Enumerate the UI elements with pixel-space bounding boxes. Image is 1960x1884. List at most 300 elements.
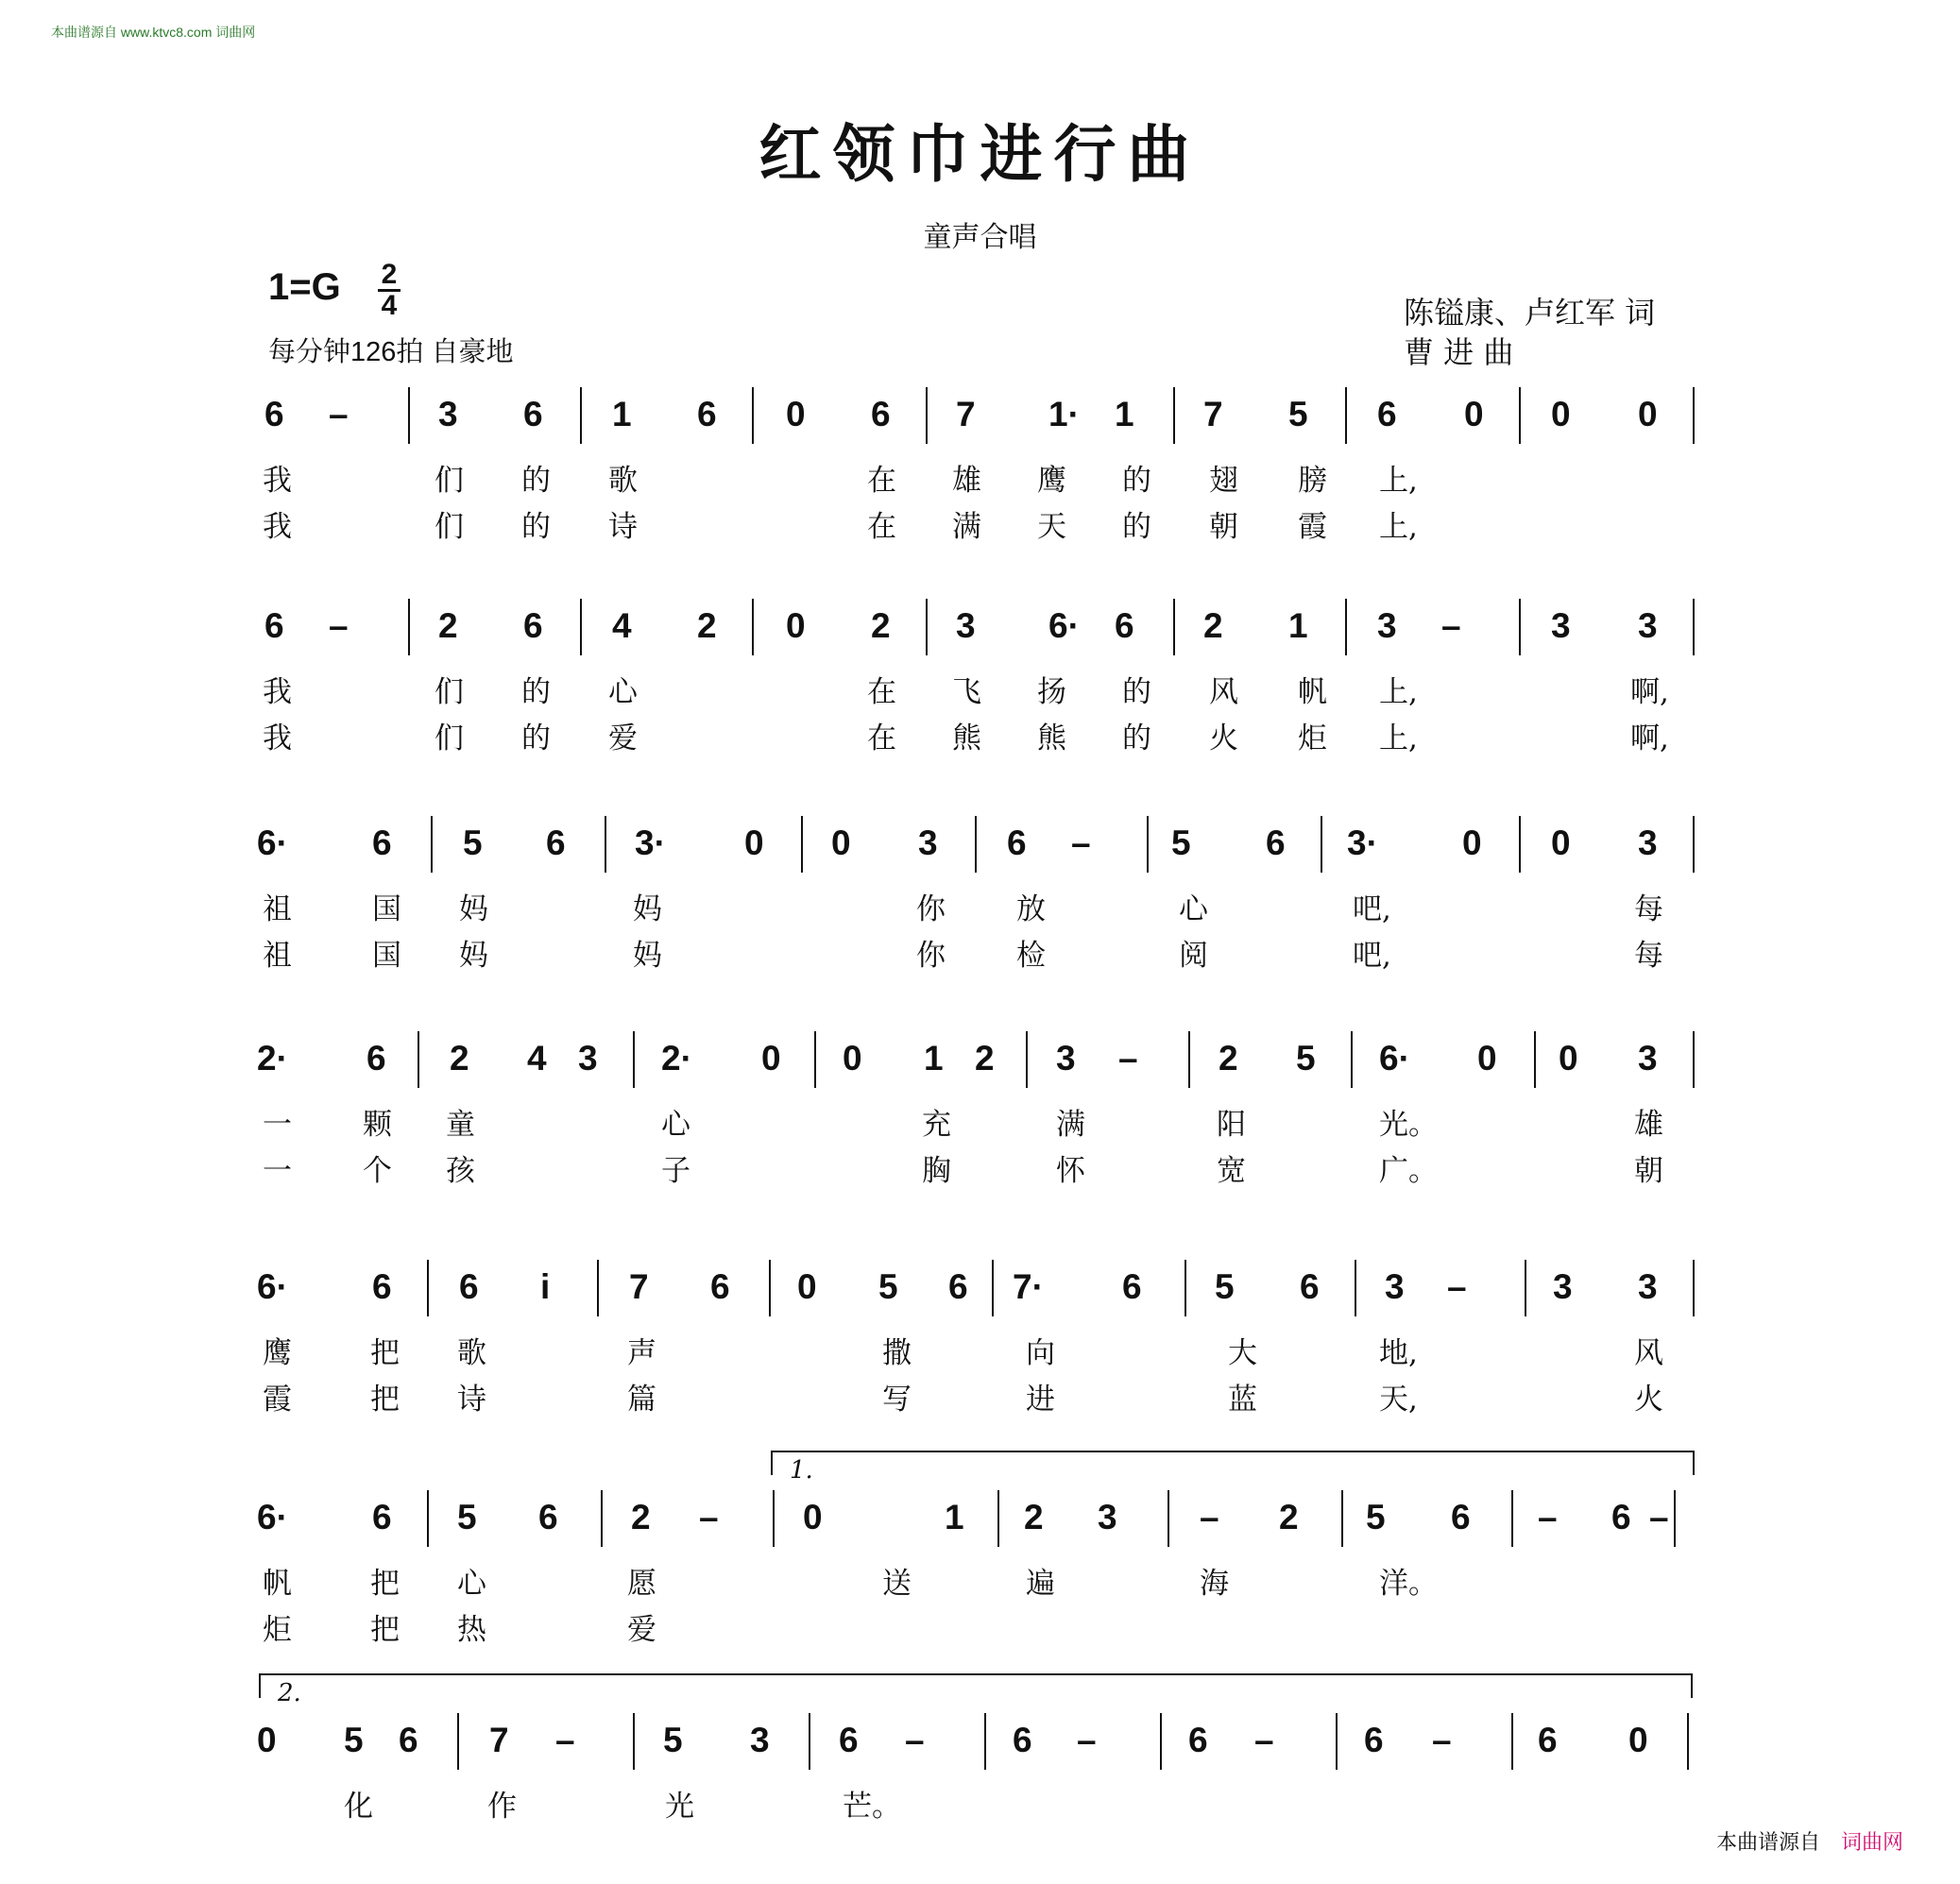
jianpu-note: 6 <box>523 606 543 645</box>
jianpu-note: 2· <box>257 1039 288 1078</box>
bar-line <box>580 599 582 655</box>
jianpu-note: 6 <box>1188 1721 1208 1759</box>
jianpu-note: 7 <box>956 395 976 433</box>
jianpu-note: 6 <box>1538 1721 1558 1759</box>
lyric-verse-1: 雄 <box>1634 1108 1663 1142</box>
jianpu-note: 2 <box>1279 1498 1299 1536</box>
lyric-verse-2: 每 <box>1634 939 1663 973</box>
bottom-watermark-source: 本曲谱源自 <box>1715 1830 1820 1854</box>
lyric-verse-1: 吧, <box>1353 892 1391 926</box>
jianpu-note: 0 <box>843 1039 862 1078</box>
lyric-verse-1: 风 <box>1634 1336 1663 1370</box>
bar-line <box>769 1260 771 1316</box>
time-signature-top: 2 <box>381 259 398 290</box>
jianpu-note: 3 <box>1056 1039 1076 1078</box>
jianpu-note: 0 <box>1551 823 1571 862</box>
bar-line <box>809 1713 810 1770</box>
jianpu-note: 5 <box>1288 395 1308 433</box>
bar-line <box>975 816 977 873</box>
jianpu-note: 6 <box>372 823 392 862</box>
bar-line <box>601 1490 603 1547</box>
lyric-verse-1: 一 <box>263 1108 292 1142</box>
lyric-verse-2: 在 <box>867 721 896 755</box>
jianpu-note: 7 <box>1203 395 1223 433</box>
lyric-verse-1: 把 <box>370 1336 400 1370</box>
lyric-verse-1: 歌 <box>457 1336 486 1370</box>
bar-line <box>431 816 433 873</box>
jianpu-note: 6 <box>1377 395 1397 433</box>
lyric-verse-1: 扬 <box>1037 675 1066 709</box>
lyric-verse-2: 在 <box>867 510 896 544</box>
jianpu-note: 6 <box>710 1267 730 1306</box>
volta-bracket <box>771 1451 1695 1485</box>
bar-line <box>1185 1260 1186 1316</box>
lyric-verse-1: 们 <box>435 675 464 709</box>
lyric-verse-2: 吧, <box>1353 939 1391 973</box>
bar-line <box>1341 1490 1343 1547</box>
jianpu-note: 5 <box>463 823 483 862</box>
lyric-verse-2: 妈 <box>633 939 662 973</box>
jianpu-note: 3 <box>1098 1498 1117 1536</box>
bottom-watermark-site: 词曲网 <box>1840 1830 1903 1854</box>
bar-line <box>1173 599 1175 655</box>
jianpu-note: – <box>1118 1039 1138 1078</box>
jianpu-note: 3 <box>1638 1039 1658 1078</box>
lyric-verse-2: 妈 <box>459 939 488 973</box>
lyric-verse-1: 心 <box>457 1567 486 1601</box>
jianpu-note: 7 <box>629 1267 649 1306</box>
lyric-verse-2: 篇 <box>627 1383 656 1417</box>
lyric-verse-2: 炬 <box>1298 721 1327 755</box>
bar-line <box>1519 387 1521 444</box>
lyric-verse-1: 雄 <box>952 464 981 498</box>
jianpu-note: 6· <box>257 1267 288 1306</box>
jianpu-note: 6 <box>948 1267 968 1306</box>
jianpu-note: 1 <box>1288 606 1308 645</box>
jianpu-note: 5 <box>344 1721 364 1759</box>
bar-line <box>1519 599 1521 655</box>
lyric-verse-2: 们 <box>435 721 464 755</box>
jianpu-note: 3 <box>1638 823 1658 862</box>
jianpu-note: 6 <box>839 1721 859 1759</box>
bar-line <box>418 1031 419 1088</box>
jianpu-note: 5 <box>1171 823 1191 862</box>
lyric-verse-2: 的 <box>521 510 551 544</box>
bar-line <box>752 387 754 444</box>
lyric-verse-2: 们 <box>435 510 464 544</box>
lyric-verse-1: 心 <box>608 675 638 709</box>
jianpu-note: 5 <box>457 1498 477 1536</box>
bar-line <box>1693 1260 1695 1316</box>
bar-line <box>926 387 928 444</box>
lyric-verse-1: 每 <box>1634 892 1663 926</box>
jianpu-note: 3 <box>1638 1267 1658 1306</box>
jianpu-note: 1 <box>1115 395 1134 433</box>
jianpu-note: 6 <box>1266 823 1286 862</box>
jianpu-note: 5 <box>1366 1498 1386 1536</box>
bar-line <box>1160 1713 1162 1770</box>
lyric-verse-2: 检 <box>1016 939 1046 973</box>
jianpu-note: 2 <box>975 1039 995 1078</box>
jianpu-note: 6 <box>546 823 566 862</box>
jianpu-note: 2 <box>1219 1039 1238 1078</box>
jianpu-note: 6 <box>1115 606 1134 645</box>
lyric-verse-2: 把 <box>370 1613 400 1647</box>
lyric-verse-1: 鹰 <box>263 1336 292 1370</box>
bar-line <box>1687 1713 1689 1770</box>
lyric-verse-2: 满 <box>952 510 981 544</box>
lyric-verse-1: 在 <box>867 675 896 709</box>
bar-line <box>1321 816 1322 873</box>
volta-bracket <box>259 1673 1693 1707</box>
lyric-verse-1: 风 <box>1209 675 1238 709</box>
jianpu-note: 6 <box>1013 1721 1032 1759</box>
jianpu-note: 0 <box>1462 823 1482 862</box>
jianpu-note: 5 <box>1296 1039 1316 1078</box>
bar-line <box>801 816 803 873</box>
lyric-verse-1: 我 <box>263 464 292 498</box>
bar-line <box>457 1713 459 1770</box>
lyric-verse-1: 颗 <box>363 1108 392 1142</box>
jianpu-note: 3· <box>635 823 666 862</box>
lyric-verse-1: 向 <box>1026 1336 1055 1370</box>
lyric-verse-1: 的 <box>521 464 551 498</box>
lyric-verse-2: 火 <box>1634 1383 1663 1417</box>
bar-line <box>1188 1031 1190 1088</box>
lyric-verse-2: 上, <box>1379 721 1418 755</box>
lyric-verse-2: 个 <box>363 1154 392 1188</box>
lyric-verse-1: 满 <box>1056 1108 1085 1142</box>
lyric-verse-1: 上, <box>1379 464 1418 498</box>
lyric-verse-2: 诗 <box>457 1383 486 1417</box>
lyric-verse-2: 宽 <box>1217 1154 1246 1188</box>
lyric-verse-2: 怀 <box>1056 1154 1085 1188</box>
lyric-verse-1: 撒 <box>882 1336 912 1370</box>
jianpu-note: 2 <box>697 606 717 645</box>
jianpu-note: 0 <box>1628 1721 1648 1759</box>
jianpu-note: 0 <box>831 823 851 862</box>
lyric-verse-1: 心 <box>661 1108 690 1142</box>
jianpu-note: 0 <box>1477 1039 1497 1078</box>
lyric-verse-1: 遍 <box>1026 1567 1055 1601</box>
tempo-marking: 每分钟126拍 自豪地 <box>268 337 514 367</box>
jianpu-note: 3 <box>956 606 976 645</box>
jianpu-note: – <box>1649 1498 1669 1536</box>
lyric-verse-1: 童 <box>446 1108 475 1142</box>
jianpu-note: 6 <box>523 395 543 433</box>
lyric-verse-2: 阅 <box>1179 939 1208 973</box>
jianpu-note: – <box>699 1498 719 1536</box>
jianpu-note: 6 <box>697 395 717 433</box>
jianpu-note: 6 <box>264 395 284 433</box>
bar-line <box>580 387 582 444</box>
jianpu-note: 6 <box>538 1498 558 1536</box>
lyric-verse-1: 鹰 <box>1037 464 1066 498</box>
lyric-verse-1: 充 <box>922 1108 951 1142</box>
lyric-verse-2: 孩 <box>446 1154 475 1188</box>
bar-line <box>633 1713 635 1770</box>
jianpu-note: – <box>1254 1721 1274 1759</box>
jianpu-note: – <box>1077 1721 1097 1759</box>
jianpu-note: 1 <box>612 395 632 433</box>
lyric-verse-2: 朝 <box>1209 510 1238 544</box>
bar-line <box>427 1260 429 1316</box>
jianpu-note: 0 <box>803 1498 823 1536</box>
bar-line <box>1525 1260 1526 1316</box>
lyric-verse-1: 的 <box>521 675 551 709</box>
lyric-verse-2: 朝 <box>1634 1154 1663 1188</box>
jianpu-note: – <box>329 395 349 433</box>
jianpu-note: 3 <box>578 1039 598 1078</box>
jianpu-note: 6 <box>1364 1721 1384 1759</box>
lyric-verse-1: 送 <box>882 1567 912 1601</box>
bar-line <box>633 1031 635 1088</box>
bar-line <box>814 1031 816 1088</box>
lyric-verse-1: 翅 <box>1209 464 1238 498</box>
key-signature: 1=G <box>268 266 341 308</box>
bar-line <box>1511 1490 1513 1547</box>
lyricist-credit: 陈镒康、卢红军 词 <box>1404 295 1656 331</box>
jianpu-note: – <box>329 606 349 645</box>
lyric-verse-2: 上, <box>1379 510 1418 544</box>
jianpu-note: 2 <box>438 606 458 645</box>
jianpu-note: 3 <box>750 1721 770 1759</box>
bar-line <box>597 1260 599 1316</box>
lyric-verse-1: 们 <box>435 464 464 498</box>
lyric-verse-2: 蓝 <box>1228 1383 1257 1417</box>
bar-line <box>605 816 606 873</box>
jianpu-note: 3 <box>918 823 938 862</box>
lyric-verse-2: 国 <box>372 939 401 973</box>
jianpu-note: 6 <box>1300 1267 1320 1306</box>
jianpu-note: 2 <box>450 1039 469 1078</box>
lyric-verse-2: 一 <box>263 1154 292 1188</box>
jianpu-note: 0 <box>1559 1039 1578 1078</box>
jianpu-note: 7· <box>1013 1267 1044 1306</box>
song-subtitle: 童声合唱 <box>923 221 1037 254</box>
lyric-verse-1: 啊, <box>1630 675 1669 709</box>
lyric-verse-1: 国 <box>372 892 401 926</box>
bar-line <box>1345 599 1347 655</box>
lyric-verse-1: 放 <box>1016 892 1046 926</box>
jianpu-note: – <box>1538 1498 1558 1536</box>
lyric-verse-1: 帆 <box>1298 675 1327 709</box>
jianpu-note: 0 <box>744 823 764 862</box>
lyric-verse-1: 祖 <box>263 892 292 926</box>
jianpu-note: 6· <box>1048 606 1080 645</box>
lyric-verse-2: 诗 <box>608 510 638 544</box>
lyric-verse-2: 霞 <box>1298 510 1327 544</box>
bar-line <box>992 1260 994 1316</box>
lyric-verse-2: 爱 <box>608 721 638 755</box>
composer-credit: 曹 进 曲 <box>1404 334 1514 370</box>
lyric-verse-2: 祖 <box>263 939 292 973</box>
volta-number: 2. <box>278 1679 301 1707</box>
jianpu-note: 3 <box>1638 606 1658 645</box>
lyric-verse-1: 膀 <box>1298 464 1327 498</box>
jianpu-note: 6· <box>257 823 288 862</box>
lyric-verse-1: 帆 <box>263 1567 292 1601</box>
jianpu-note: 1 <box>945 1498 964 1536</box>
bar-line <box>427 1490 429 1547</box>
jianpu-note: 6 <box>372 1267 392 1306</box>
bar-line <box>997 1490 999 1547</box>
lyric-verse-1: 在 <box>867 464 896 498</box>
lyric-verse-2: 爱 <box>627 1613 656 1647</box>
lyric-verse-2: 进 <box>1026 1383 1055 1417</box>
jianpu-note: 0 <box>786 395 806 433</box>
lyric-verse-2: 天 <box>1037 510 1066 544</box>
bar-line <box>1355 1260 1356 1316</box>
jianpu-note: 5 <box>663 1721 683 1759</box>
jianpu-note: 3 <box>1553 1267 1573 1306</box>
lyric-verse-2: 炬 <box>263 1613 292 1647</box>
lyric-verse-2: 的 <box>1122 721 1151 755</box>
lyric-verse-2: 写 <box>882 1383 912 1417</box>
time-signature <box>378 261 401 320</box>
bar-line <box>408 387 410 444</box>
bar-line <box>984 1713 986 1770</box>
jianpu-note: 0 <box>786 606 806 645</box>
jianpu-note: 6 <box>399 1721 418 1759</box>
lyric-verse-2: 胸 <box>922 1154 951 1188</box>
lyric-verse-2: 天, <box>1379 1383 1418 1417</box>
lyric-verse-1: 我 <box>263 675 292 709</box>
lyric-verse-2: 热 <box>457 1613 486 1647</box>
lyric-verse-1: 你 <box>916 892 946 926</box>
lyric-verse-2: 我 <box>263 721 292 755</box>
jianpu-note: 0 <box>761 1039 781 1078</box>
lyric-verse-1: 歌 <box>608 464 638 498</box>
lyric-verse-1: 洋。 <box>1379 1567 1438 1601</box>
lyric-verse-1: 作 <box>487 1790 517 1824</box>
bar-line <box>1519 816 1521 873</box>
volta-number: 1. <box>790 1456 813 1485</box>
jianpu-note: i <box>540 1267 551 1306</box>
jianpu-note: 3 <box>1385 1267 1405 1306</box>
bar-line <box>1693 599 1695 655</box>
jianpu-note: 6 <box>264 606 284 645</box>
bar-line <box>926 599 928 655</box>
lyric-verse-1: 妈 <box>633 892 662 926</box>
jianpu-note: 0 <box>1464 395 1484 433</box>
lyric-verse-2: 广。 <box>1379 1154 1438 1188</box>
lyric-verse-2: 啊, <box>1630 721 1669 755</box>
bar-line <box>773 1490 775 1547</box>
lyric-verse-2: 火 <box>1209 721 1238 755</box>
lyric-verse-2: 子 <box>661 1154 690 1188</box>
jianpu-note: – <box>1071 823 1091 862</box>
bar-line <box>1693 816 1695 873</box>
bar-line <box>1345 387 1347 444</box>
lyric-verse-2: 把 <box>370 1383 400 1417</box>
lyric-verse-1: 妈 <box>459 892 488 926</box>
jianpu-note: 5 <box>878 1267 898 1306</box>
lyric-verse-1: 化 <box>344 1790 373 1824</box>
lyric-verse-2: 熊 <box>952 721 981 755</box>
lyric-verse-2: 的 <box>521 721 551 755</box>
jianpu-note: 2 <box>1203 606 1223 645</box>
jianpu-note: 6 <box>366 1039 386 1078</box>
jianpu-note: – <box>1432 1721 1452 1759</box>
lyric-verse-1: 心 <box>1179 892 1208 926</box>
jianpu-note: 0 <box>1551 395 1571 433</box>
lyric-verse-1: 光 <box>665 1790 694 1824</box>
jianpu-note: – <box>555 1721 575 1759</box>
jianpu-note: – <box>1200 1498 1219 1536</box>
jianpu-note: 6 <box>1007 823 1027 862</box>
lyric-verse-1: 大 <box>1228 1336 1257 1370</box>
lyric-verse-1: 把 <box>370 1567 400 1601</box>
jianpu-note: 6· <box>1379 1039 1410 1078</box>
jianpu-note: 6· <box>257 1498 288 1536</box>
jianpu-note: 3 <box>1377 606 1397 645</box>
jianpu-note: – <box>905 1721 925 1759</box>
song-title: 红领巾进行曲 <box>758 117 1202 191</box>
time-signature-bottom: 4 <box>381 290 398 321</box>
bar-line <box>1511 1713 1513 1770</box>
jianpu-note: 2 <box>871 606 891 645</box>
bar-line <box>1026 1031 1028 1088</box>
lyric-verse-1: 飞 <box>952 675 981 709</box>
jianpu-note: 3 <box>438 395 458 433</box>
jianpu-note: 6 <box>1611 1498 1631 1536</box>
bar-line <box>1534 1031 1536 1088</box>
jianpu-note: – <box>1447 1267 1467 1306</box>
source-watermark: 本曲谱源自 www.ktvc8.com 词曲网 <box>51 25 256 40</box>
bar-line <box>752 599 754 655</box>
jianpu-note: 3· <box>1347 823 1378 862</box>
jianpu-note: 6 <box>459 1267 479 1306</box>
bar-line <box>1674 1490 1676 1547</box>
lyric-verse-1: 光。 <box>1379 1108 1438 1142</box>
jianpu-note: 2 <box>1024 1498 1044 1536</box>
jianpu-note: 7 <box>489 1721 509 1759</box>
lyric-verse-2: 熊 <box>1037 721 1066 755</box>
jianpu-note: 0 <box>257 1721 277 1759</box>
jianpu-note: 4 <box>527 1039 547 1078</box>
jianpu-note: 0 <box>797 1267 817 1306</box>
bar-line <box>1173 387 1175 444</box>
lyric-verse-1: 地, <box>1379 1336 1418 1370</box>
bar-line <box>1693 387 1695 444</box>
jianpu-note: 6 <box>1451 1498 1471 1536</box>
jianpu-note: 2 <box>631 1498 651 1536</box>
lyric-verse-1: 的 <box>1122 464 1151 498</box>
bottom-watermark <box>1716 1826 1903 1856</box>
jianpu-note: 1· <box>1048 395 1080 433</box>
jianpu-note: 4 <box>612 606 632 645</box>
bar-line <box>1167 1490 1169 1547</box>
jianpu-note: 1 <box>924 1039 944 1078</box>
lyric-verse-1: 海 <box>1200 1567 1229 1601</box>
jianpu-note: 5 <box>1215 1267 1235 1306</box>
lyric-verse-1: 愿 <box>627 1567 656 1601</box>
jianpu-note: 6 <box>871 395 891 433</box>
bar-line <box>1336 1713 1338 1770</box>
bar-line <box>1147 816 1149 873</box>
lyric-verse-2: 的 <box>1122 510 1151 544</box>
jianpu-note: 6 <box>1122 1267 1142 1306</box>
bar-line <box>1693 1031 1695 1088</box>
lyric-verse-1: 的 <box>1122 675 1151 709</box>
bar-line <box>1351 1031 1353 1088</box>
lyric-verse-1: 芒。 <box>843 1790 901 1824</box>
lyric-verse-1: 阳 <box>1217 1108 1246 1142</box>
lyric-verse-1: 上, <box>1379 675 1418 709</box>
jianpu-note: 3 <box>1551 606 1571 645</box>
jianpu-note: 0 <box>1638 395 1658 433</box>
